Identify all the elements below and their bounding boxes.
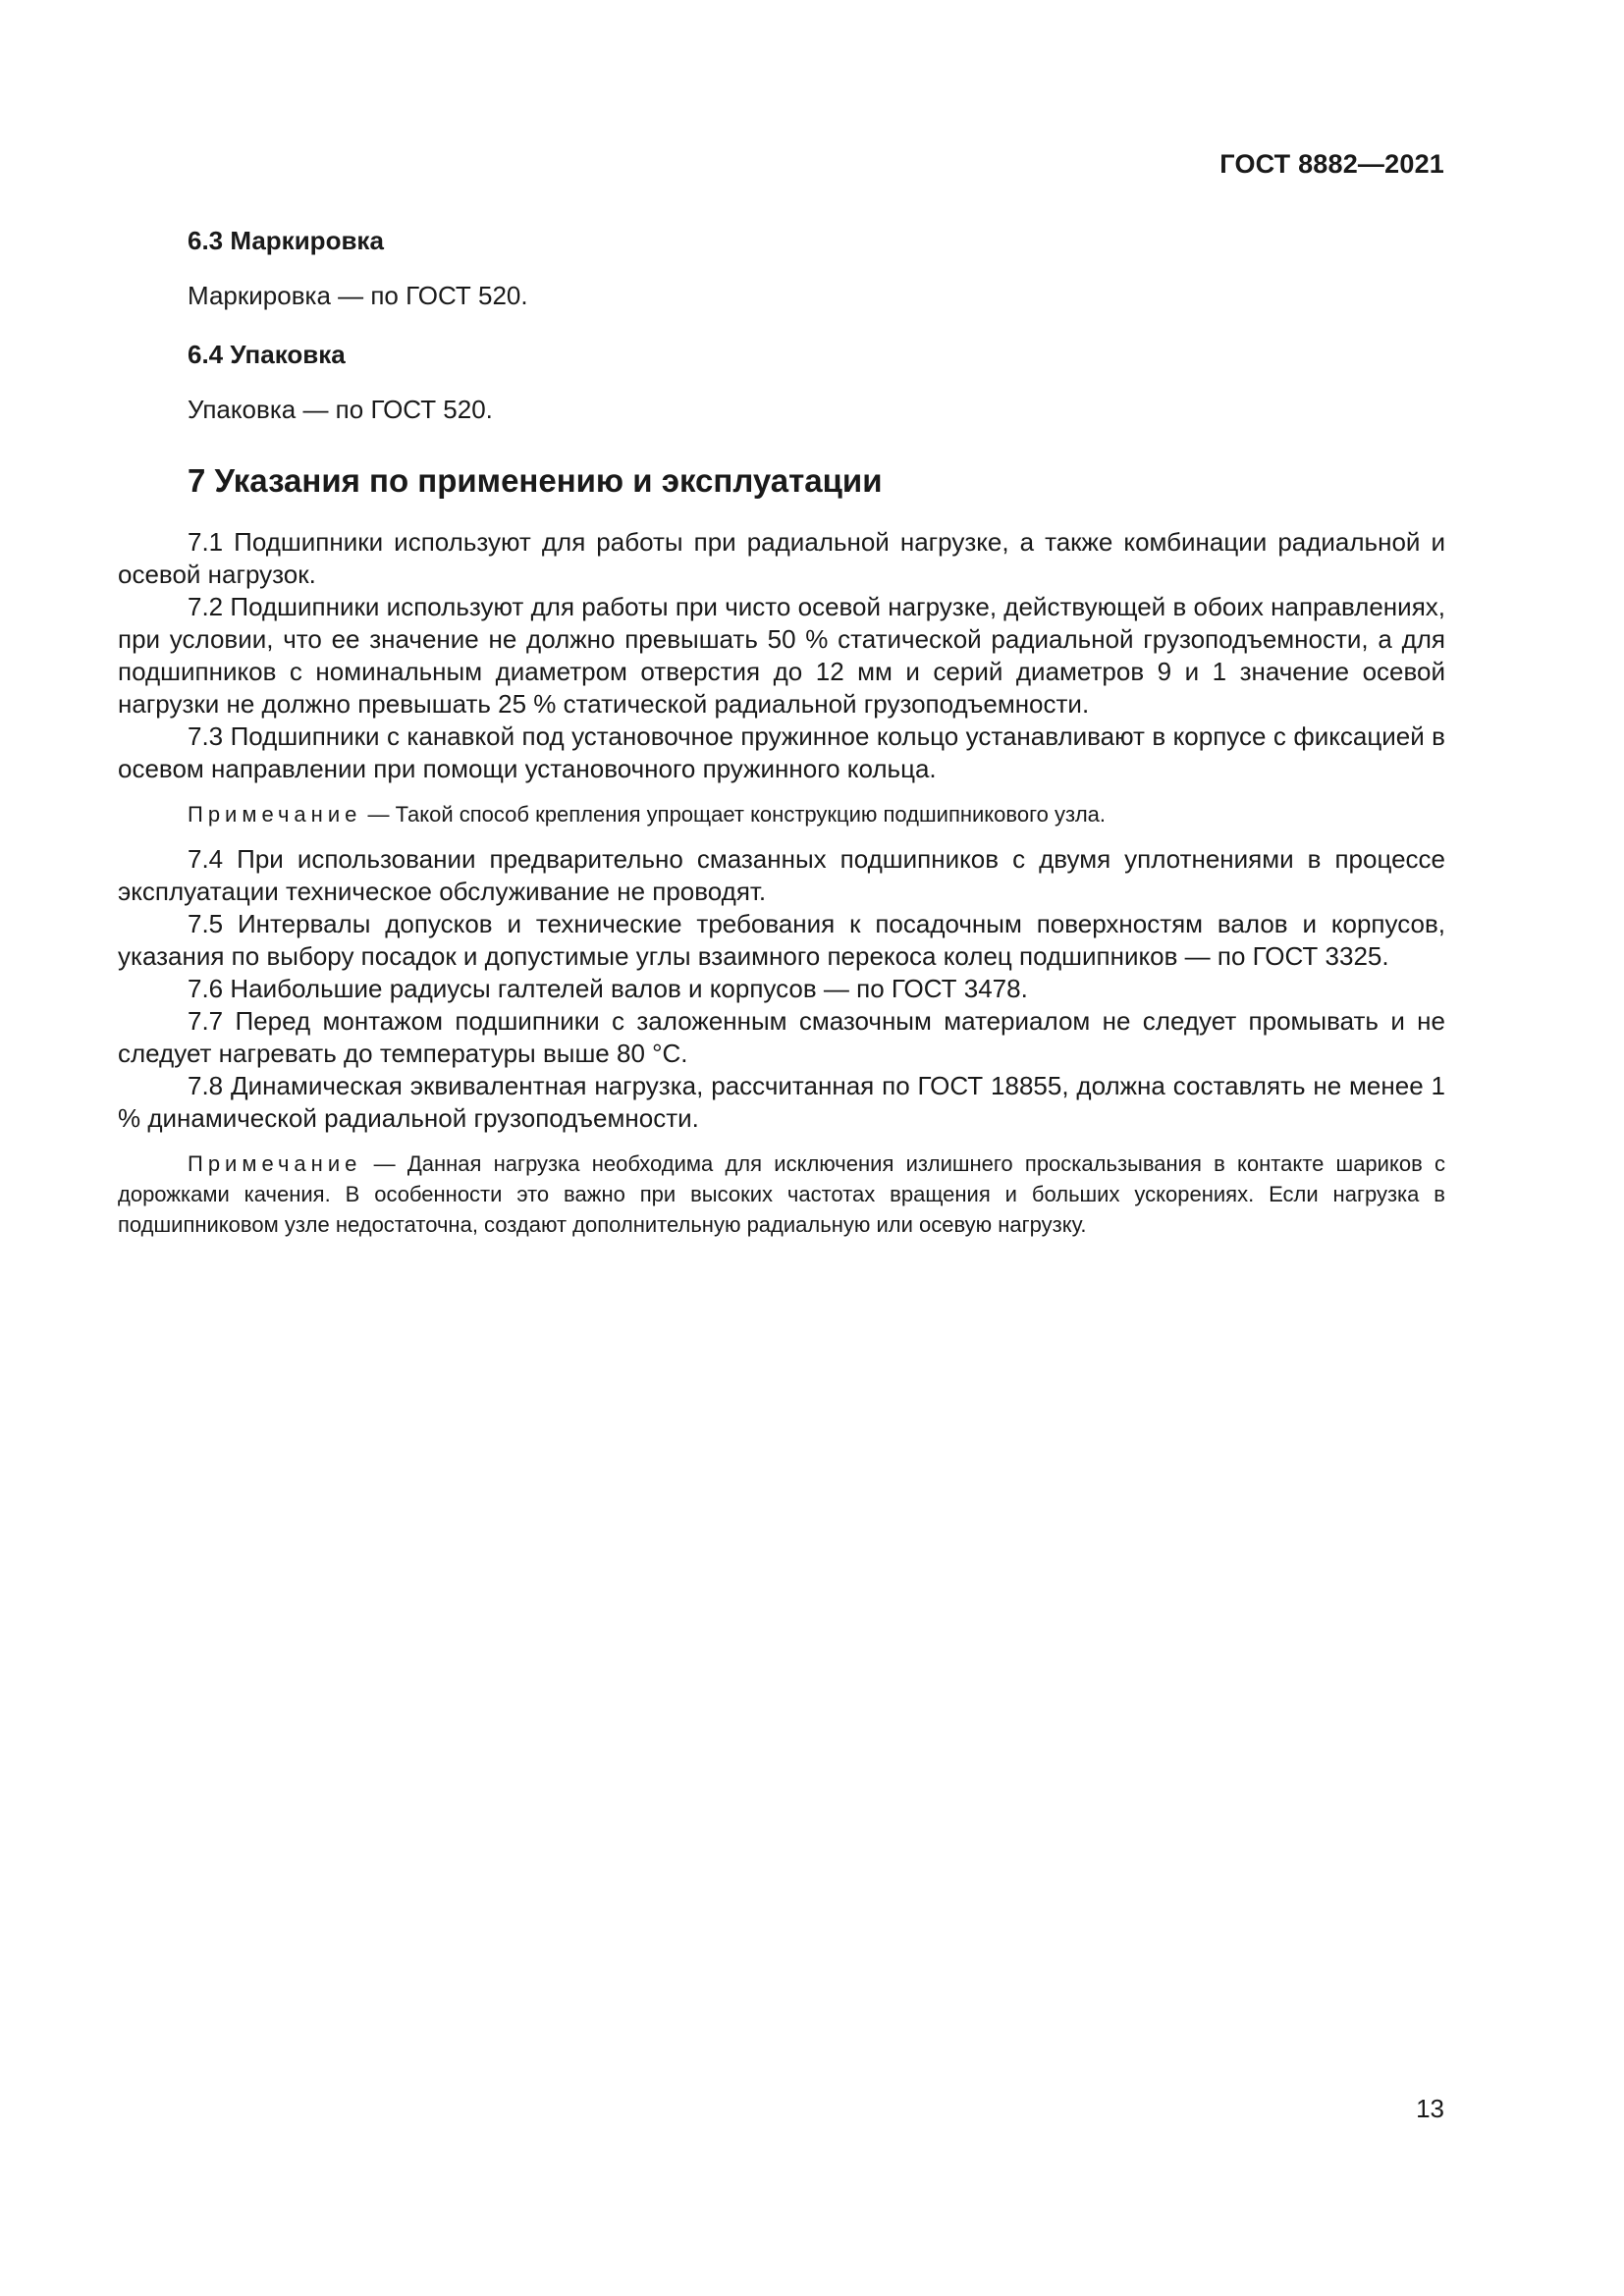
- section-6-4-title: 6.4 Упаковка: [188, 340, 346, 369]
- note-2-text: — Данная нагрузка необходима для исключения излишнего проскальзывания в контакте шариков с дорожками качения. В особенности это важно при высоких частотах вращения и больших ускорениях. Если нагрузка в подшипниковом узле недостаточна, создают дополнительную радиальную или осевую нагрузку.: [118, 1151, 1445, 1237]
- section-6-3-title: 6.3 Маркировка: [188, 226, 384, 255]
- note-2: [118, 1148, 1445, 1240]
- note-1-text: — Такой способ крепления упрощает конструкцию подшипникового узла.: [361, 802, 1107, 827]
- document-id-header: ГОСТ 8882—2021: [1219, 149, 1444, 179]
- paragraph-7-2: 7.2 Подшипники используют для работы при чисто осевой нагрузке, действующей в обоих направлениях, при условии, что ее значение не должно превышать 50 % статической радиальной грузоподъемности, а для подшипников с номинальным диаметром отверстия до 12 мм и серий диаметров 9 и 1 значение осевой нагрузки не должно превышать 25 % статической радиальной грузоподъемности.: [118, 592, 1445, 719]
- note-1: [118, 799, 1445, 829]
- page-content: [118, 224, 1445, 1240]
- paragraph-7-7: 7.7 Перед монтажом подшипники с заложенным смазочным материалом не следует промывать и не следует нагревать до температуры выше 80 °С.: [118, 1006, 1445, 1068]
- paragraph-7-5: 7.5 Интервалы допусков и технические требования к посадочным поверхностям валов и корпусов, указания по выбору посадок и допустимые углы взаимного перекоса колец подшипников — по ГОСТ 3325.: [118, 909, 1445, 971]
- section-6-4-text: Упаковка — по ГОСТ 520.: [188, 395, 493, 424]
- paragraph-7-4: 7.4 При использовании предварительно смазанных подшипников с двумя уплотнениями в процессе эксплуатации техническое обслуживание не проводят.: [118, 844, 1445, 906]
- paragraph-7-3: 7.3 Подшипники с канавкой под установочное пружинное кольцо устанавливают в корпусе с фиксацией в осевом направлении при помощи установочного пружинного кольца.: [118, 721, 1445, 783]
- paragraph-7-8: 7.8 Динамическая эквивалентная нагрузка, рассчитанная по ГОСТ 18855, должна составлять не менее 1 % динамической радиальной грузоподъемности.: [118, 1071, 1445, 1133]
- paragraph-7-1: 7.1 Подшипники используют для работы при радиальной нагрузке, а также комбинации радиальной и осевой нагрузок.: [118, 527, 1445, 589]
- section-6-3-text: Маркировка — по ГОСТ 520.: [188, 281, 528, 310]
- paragraph-7-6: 7.6 Наибольшие радиусы галтелей валов и корпусов — по ГОСТ 3478.: [188, 974, 1028, 1003]
- page-number: 13: [1416, 2094, 1444, 2123]
- section-7-title: 7 Указания по применению и эксплуатации: [188, 462, 883, 499]
- note-2-label: Примечание: [188, 1151, 362, 1176]
- note-1-label: Примечание: [188, 802, 362, 827]
